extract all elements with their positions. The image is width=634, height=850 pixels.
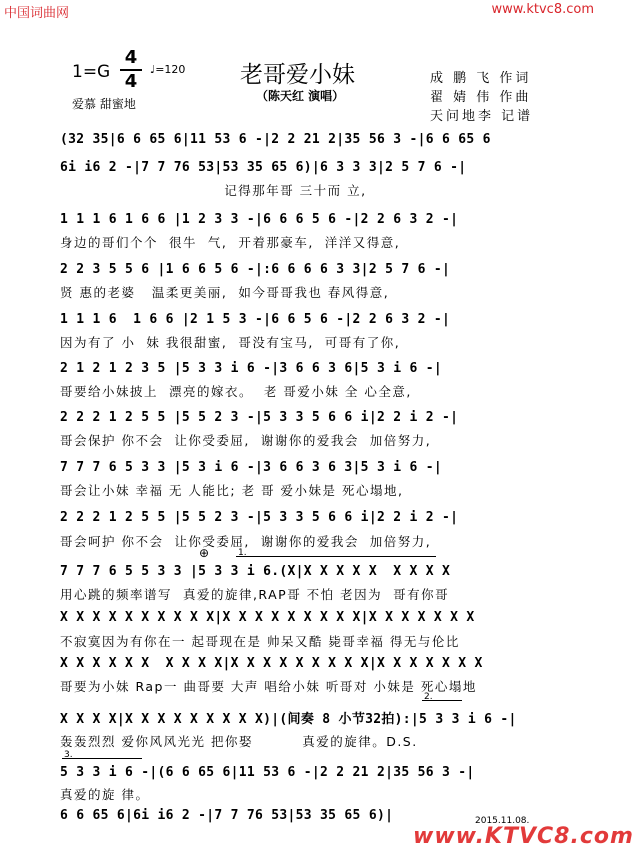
lyric-row: 因为有了 小 妹 我很甜蜜, 哥没有宝马, 可哥有了你, [60, 335, 401, 350]
site-logo: www.KTVC8.com [413, 824, 634, 849]
singer-credit: （陈天红 演唱） [256, 89, 345, 103]
transcriber-credit: 天问地李 记谱 [430, 109, 534, 124]
notes-row: (32 35|6 6 65 6|11 53 6 -|2 2 21 2|35 56 3 -|6 6 65 6 [60, 132, 491, 147]
tempo-mark: ♩=120 [150, 63, 186, 76]
lyric-row: 贤 惠的老婆 温柔更美丽, 如今哥哥我也 春风得意, [60, 285, 390, 300]
notes-row: 1 1 1 6 1 6 6 |2 1 5 3 -|6 6 5 6 -|2 2 6 3 2 -| [60, 312, 451, 327]
lyric-row: 哥会保护 你不会 让你受委屈, 谢谢你的爱我会 加倍努力, [60, 433, 432, 448]
notes-row: 2 2 3 5 5 6 |1 6 6 5 6 -|:6 6 6 6 3 3|2 5 7 6 -| [60, 262, 451, 277]
lyric-row: 身边的哥们个个 很牛 气, 开着那豪车, 洋洋又得意, [60, 235, 401, 250]
key-signature: 1=G [72, 62, 111, 82]
composer-credit: 翟 婧 伟 作曲 [430, 90, 532, 105]
volta-bracket-3 [62, 758, 142, 759]
song-title: 老哥爱小妹 [240, 62, 355, 88]
notes-row: 2 1 2 1 2 3 5 |5 3 3 i 6 -|3 6 6 3 6|5 3 i 6 -| [60, 361, 442, 376]
notes-row: X X X X|X X X X X X X X X)|(间奏 8 小节32拍):|5 3 3 i 6 -| [60, 712, 517, 727]
notes-row: 2 2 2 1 2 5 5 |5 5 2 3 -|5 3 3 5 6 6 i|2 2 i 2 -| [60, 410, 459, 425]
lyric-row: 哥要为小妹 Rap一 曲哥要 大声 唱给小妹 听哥对 小妹是 死心塌地 [60, 679, 477, 694]
time-signature-bottom: 4 [124, 71, 138, 92]
watermark-right: www.ktvc8.com [491, 2, 594, 17]
time-signature-top: 4 [124, 47, 138, 68]
date-stamp: 2015.11.08. [475, 816, 530, 826]
notes-row: 5 3 3 i 6 -|(6 6 65 6|11 53 6 -|2 2 21 2|35 56 3 -| [60, 765, 475, 780]
notes-row: 6i i6 2 -|7 7 76 53|53 35 65 6)|6 3 3 3|2 5 7 6 -| [60, 160, 467, 175]
time-signature [120, 48, 142, 92]
volta-bracket-1 [236, 556, 436, 557]
lyric-row: 真爱的旋 律。 [60, 787, 150, 802]
lyric-row: 轰轰烈烈 爱你风风光光 把你娶 真爱的旋律。D.S. [60, 734, 418, 749]
watermark-left: 中国词曲网 [4, 6, 70, 21]
notes-row: X X X X X X X X X X|X X X X X X X X X|X X X X X X X [60, 610, 475, 625]
lyric-row: 用心跳的频率谱写 真爱的旋律,RAP哥 不怕 老因为 哥有你哥 [60, 587, 450, 602]
notes-row: 2 2 2 1 2 5 5 |5 5 2 3 -|5 3 3 5 6 6 i|2 2 i 2 -| [60, 510, 459, 525]
notes-row: 7 7 7 6 5 5 3 3 |5 3 3 i 6.(X|X X X X X X X X X [60, 564, 451, 579]
mood-marking: 爱慕 甜蜜地 [72, 97, 136, 111]
notes-row: 6 6 65 6|6i i6 2 -|7 7 76 53|53 35 65 6)| [60, 808, 394, 823]
notes-row: X X X X X X X X X X|X X X X X X X X X|X X X X X X X [60, 656, 483, 671]
lyric-row: 哥要给小妹披上 漂亮的嫁衣。 老 哥爱小妹 全 心全意, [60, 384, 412, 399]
volta-label-2: 2. [424, 692, 433, 702]
volta-label-1: 1. [238, 548, 247, 558]
lyric-row: 哥会让小妹 幸福 无 人能比; 老 哥 爱小妹是 死心塌地, [60, 483, 404, 498]
notes-row: 7 7 7 6 5 3 3 |5 3 i 6 -|3 6 6 3 6 3|5 3 i 6 -| [60, 460, 442, 475]
notes-row: 1 1 1 6 1 6 6 |1 2 3 3 -|6 6 6 5 6 -|2 2 6 3 2 -| [60, 212, 459, 227]
lyric-row: 不寂寞因为有你在一 起哥现在是 帅呆又酷 毙哥幸福 得无与伦比 [60, 634, 460, 649]
volta-label-3: 3. [64, 750, 73, 760]
lyric-row: 哥会呵护 你不会 让你受委屈, 谢谢你的爱我会 加倍努力, [60, 534, 432, 549]
lyricist-credit: 成 鹏 飞 作词 [430, 71, 532, 86]
segno-mark: ⊕ [199, 546, 210, 560]
lyric-row: 记得那年哥 三十而 立, [60, 183, 367, 198]
